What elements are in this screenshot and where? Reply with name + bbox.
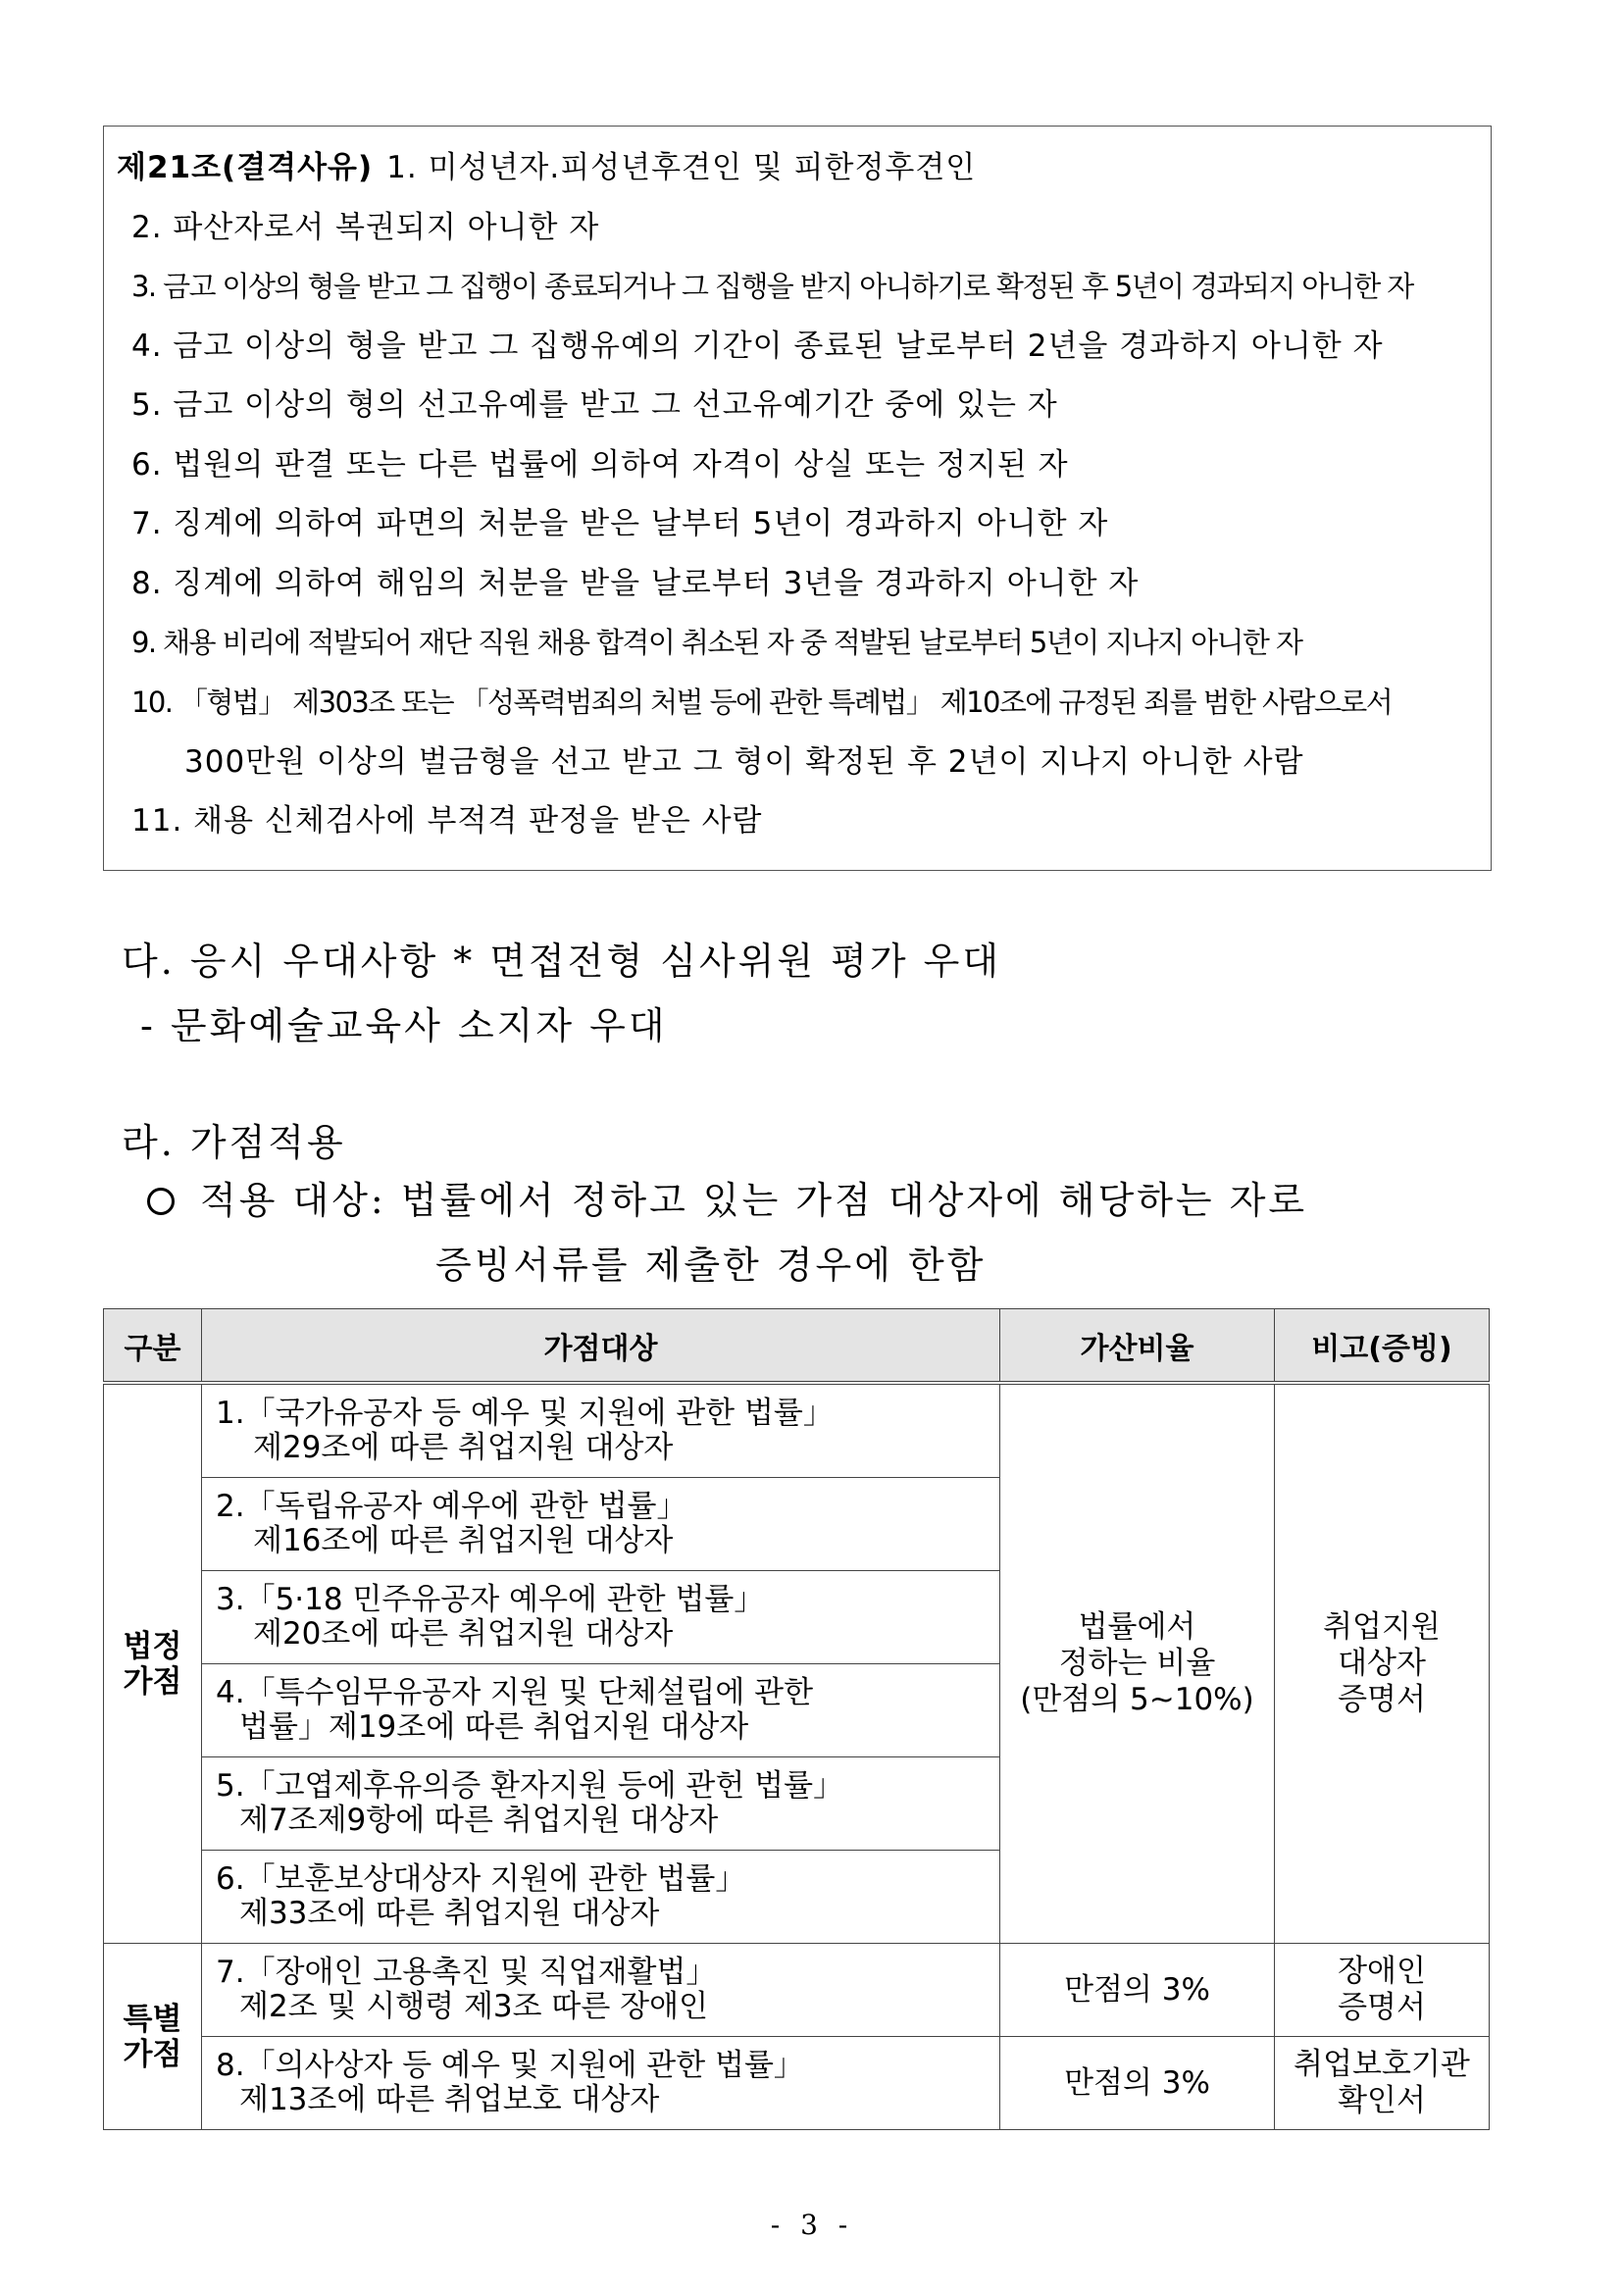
table-row — [104, 2037, 1490, 2130]
target-item-line2: 제7조제9항에 따른 취업지원 대상자 — [239, 1803, 719, 1838]
legal-rate-cell — [1000, 1383, 1275, 1944]
target-item-line1: 1.「국가유공자 등 예우 및 지원에 관한 법률」 — [216, 1396, 834, 1431]
article-item: 8. 징계에 의하여 해임의 처분을 받을 날로부터 3년을 경과하지 아니한 자 — [131, 566, 1140, 601]
target-item-line2: 제13조에 따른 취업보호 대상자 — [239, 2082, 660, 2117]
circle-bullet-icon — [147, 1188, 175, 1215]
article-item: 10. 「형법」 제303조 또는 「성폭력범죄의 처벌 등에 관한 특례법」 제10조에 규정된 죄를 범한 사람으로서 — [131, 686, 1393, 719]
group-legal — [104, 1383, 202, 1944]
article-item: 5. 금고 이상의 형의 선고유예를 받고 그 선고유예기간 중에 있는 자 — [131, 387, 1058, 423]
table-row — [104, 1383, 1490, 1478]
group-special-label: 특별 가점 — [123, 2001, 182, 2072]
target-item-line1: 8.「의사상자 등 예우 및 지원에 관한 법률」 — [216, 2048, 804, 2083]
legal-proof: 취업지원 대상자 증명서 — [1323, 1609, 1441, 1717]
target-item — [202, 1478, 1000, 1571]
header-note: 비고(증빙) — [1275, 1309, 1490, 1384]
target-item — [202, 2037, 1000, 2130]
target-item-line2: 제20조에 따른 취업지원 대상자 — [253, 1616, 674, 1652]
article-item: 1. 미성년자.피성년후견인 및 피한정후견인 — [386, 150, 977, 185]
article-item: 7. 징계에 의하여 파면의 처분을 받은 날부터 5년이 경과하지 아니한 자 — [131, 506, 1109, 541]
target-item-line1: 5.「고엽제후유의증 환자지원 등에 관헌 법률」 — [216, 1768, 844, 1804]
article-item: 4. 금고 이상의 형을 받고 그 집행유예의 기간이 종료된 날로부터 2년을 경과하지 아니한 자 — [131, 329, 1384, 364]
target-item-line2: 제2조 및 시행령 제3조 따른 장애인 — [239, 1989, 709, 2024]
special-rate: 만점의 3% — [1000, 1944, 1275, 2037]
target-item-line2: 제16조에 따른 취업지원 대상자 — [253, 1523, 674, 1558]
target-item-line2: 법률」제19조에 따른 취업지원 대상자 — [239, 1709, 749, 1745]
special-proof-cell — [1275, 1944, 1490, 2037]
target-item-line1: 4.「특수임무유공자 지원 및 단체설립에 관한 — [216, 1675, 814, 1710]
target-item-line2: 제29조에 따른 취업지원 대상자 — [253, 1430, 674, 1465]
special-rate: 만점의 3% — [1000, 2037, 1275, 2130]
special-proof: 취업보호기관 확인서 — [1294, 2047, 1470, 2118]
table-row — [104, 1944, 1490, 2037]
article-line-1 — [117, 148, 976, 187]
legal-proof-cell — [1275, 1383, 1490, 1944]
section-ra-heading: 라. 가점적용 — [122, 1121, 346, 1164]
header-rate: 가산비율 — [1000, 1309, 1275, 1384]
table-header-row — [104, 1309, 1490, 1384]
article-item-continued: 300만원 이상의 벌금형을 선고 받고 그 형이 확정된 후 2년이 지나지 아니한 사람 — [184, 744, 1304, 780]
target-item-line2: 제33조에 따른 취업지원 대상자 — [239, 1896, 660, 1931]
page-number: - 3 - — [770, 2209, 854, 2241]
special-proof: 장애인 증명서 — [1338, 1954, 1426, 2025]
target-text-2: 증빙서류를 제출한 경우에 한함 — [435, 1244, 987, 1287]
target-item-line1: 7.「장애인 고용촉진 및 직업재활법」 — [216, 1955, 717, 1990]
bonus-points-table — [103, 1308, 1490, 2130]
target-item — [202, 1383, 1000, 1478]
header-target: 가점대상 — [202, 1309, 1000, 1384]
article-item: 6. 법원의 판결 또는 다른 법률에 의하여 자격이 상실 또는 정지된 자 — [131, 447, 1069, 483]
target-item — [202, 1757, 1000, 1851]
target-item-line1: 3.「5·18 민주유공자 예우에 관한 법률」 — [216, 1582, 765, 1617]
target-item — [202, 1851, 1000, 1944]
disqualification-box — [103, 126, 1492, 871]
legal-rate: 법률에서 정하는 비율 (만점의 5~10%) — [1020, 1609, 1254, 1717]
target-item — [202, 1944, 1000, 2037]
group-special — [104, 1944, 202, 2130]
target-item-line1: 2.「독립유공자 예우에 관한 법률」 — [216, 1489, 687, 1524]
header-category: 구분 — [104, 1309, 202, 1384]
article-item: 3. 금고 이상의 형을 받고 그 집행이 종료되거나 그 집행을 받지 아니하기로 확정된 후 5년이 경과되지 아니한 자 — [131, 270, 1413, 303]
section-da-sub: - 문화예술교육사 소지자 우대 — [140, 1004, 668, 1047]
target-item — [202, 1571, 1000, 1664]
target-line — [147, 1179, 1307, 1222]
article-title: 제21조(결격사유) — [117, 150, 374, 185]
article-item: 9. 채용 비리에 적발되어 재단 직원 채용 합격이 취소된 자 중 적발된 날로부터 5년이 지나지 아니한 자 — [131, 626, 1302, 659]
target-item-line1: 6.「보훈보상대상자 지원에 관한 법률」 — [216, 1861, 746, 1897]
target-item — [202, 1664, 1000, 1757]
section-da-heading: 다. 응시 우대사항 * 면접전형 심사위원 평가 우대 — [122, 940, 1002, 983]
special-proof-cell — [1275, 2037, 1490, 2130]
article-item: 11. 채용 신체검사에 부적격 판정을 받은 사람 — [131, 803, 763, 839]
article-item: 2. 파산자로서 복권되지 아니한 자 — [131, 210, 600, 245]
group-legal-label: 법정 가점 — [123, 1628, 182, 1700]
target-text-1: 적용 대상: 법률에서 정하고 있는 가점 대상자에 해당하는 자로 — [200, 1179, 1308, 1222]
